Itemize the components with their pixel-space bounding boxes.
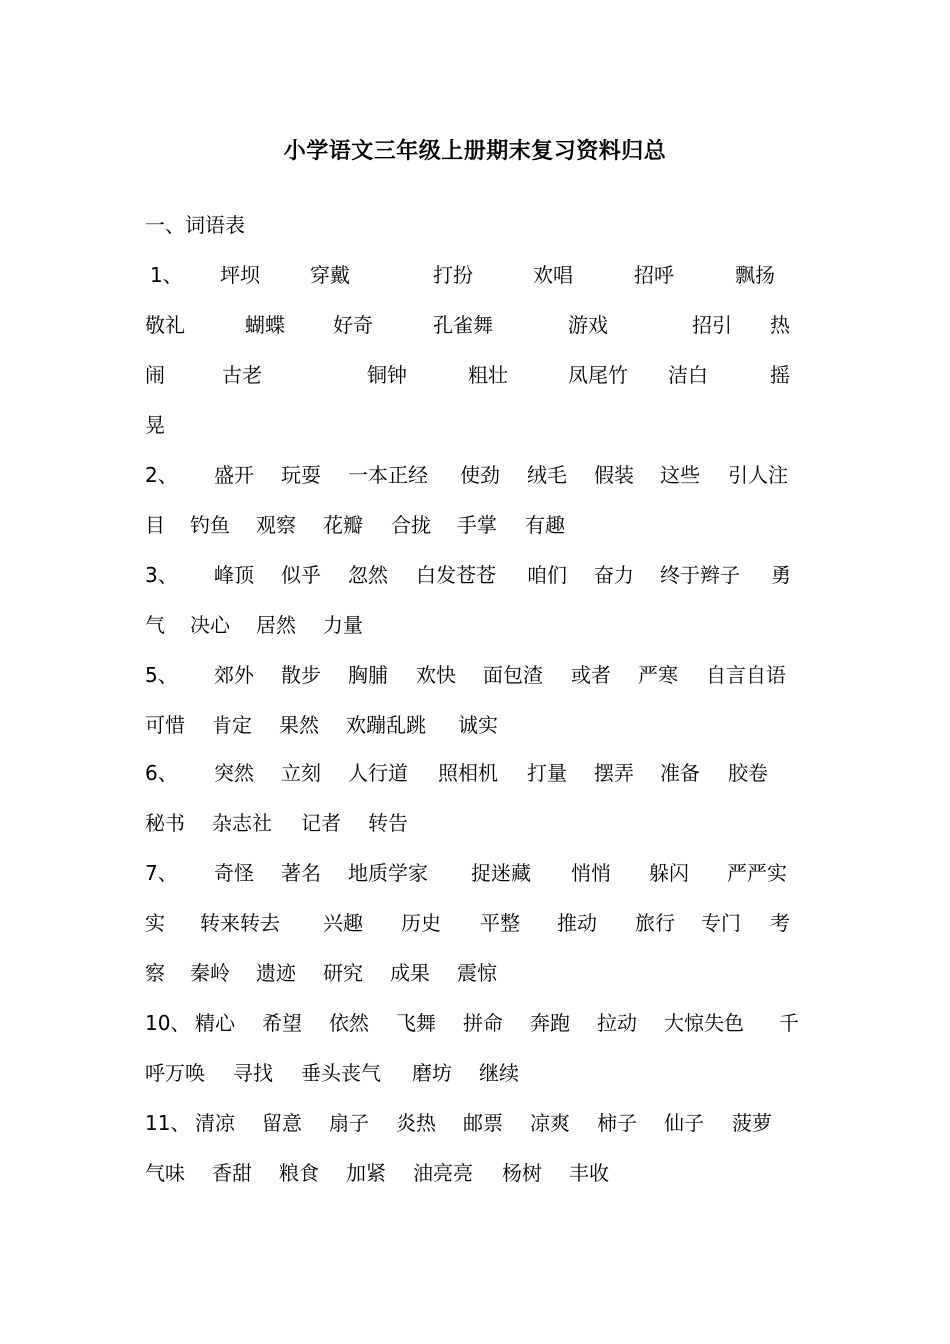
vocab-word: 千 [779, 1011, 799, 1035]
vocab-word: 留意 [262, 1111, 302, 1135]
vocab-word: 气 [145, 613, 165, 637]
vocab-word: 似乎 [281, 563, 321, 587]
vocab-word: 胸脯 [348, 663, 388, 687]
vocab-word: 旅行 [635, 911, 675, 935]
vocab-word: 果然 [279, 713, 319, 737]
vocab-word: 闹 [145, 363, 165, 387]
vocab-word: 忽然 [348, 563, 388, 587]
section-heading: 一、词语表 [145, 213, 245, 237]
vocab-line [145, 806, 805, 840]
vocab-word: 准备 [660, 761, 700, 785]
vocab-word: 实 [145, 911, 165, 935]
vocab-line [145, 508, 805, 542]
vocab-line [145, 658, 805, 692]
vocab-word: 严寒 [638, 663, 678, 687]
vocab-word: 招呼 [634, 263, 674, 287]
vocab-word: 手掌 [457, 513, 497, 537]
vocab-line [145, 1006, 805, 1040]
vocab-word: 转来转去 [200, 911, 280, 935]
lesson-number: 3、 [145, 563, 178, 587]
vocab-word: 勇 [771, 563, 791, 587]
lesson-number: 6、 [145, 761, 178, 785]
vocab-word: 香甜 [212, 1161, 252, 1185]
vocab-word: 游戏 [568, 313, 608, 337]
vocab-word: 炎热 [396, 1111, 436, 1135]
vocab-word: 呼万唤 [145, 1061, 205, 1085]
vocab-word: 使劲 [460, 463, 500, 487]
lesson-number: 2、 [145, 463, 178, 487]
vocab-word: 自言自语 [706, 663, 786, 687]
vocab-word: 穿戴 [310, 263, 350, 287]
vocab-word: 合拢 [391, 513, 431, 537]
vocab-word: 郊外 [214, 663, 254, 687]
vocab-word: 扇子 [329, 1111, 369, 1135]
vocab-word: 敬礼 [145, 313, 185, 337]
vocab-word: 好奇 [333, 313, 373, 337]
vocab-word: 震惊 [457, 961, 497, 985]
vocab-word: 晃 [145, 413, 165, 437]
vocab-line [145, 856, 805, 890]
vocab-word: 柿子 [597, 1111, 637, 1135]
vocab-word: 察 [145, 961, 165, 985]
vocab-word: 面包渣 [483, 663, 543, 687]
vocab-word: 孔雀舞 [433, 313, 493, 337]
vocab-word: 仙子 [664, 1111, 704, 1135]
vocab-word: 研究 [323, 961, 363, 985]
vocab-word: 粗壮 [468, 363, 508, 387]
vocab-word: 峰顶 [214, 563, 254, 587]
vocab-word: 散步 [281, 663, 321, 687]
vocab-word: 人行道 [348, 761, 408, 785]
vocab-line [145, 308, 805, 342]
vocab-word: 奋力 [594, 563, 634, 587]
vocab-word: 平整 [480, 911, 520, 935]
vocab-word: 成果 [390, 961, 430, 985]
vocab-word: 立刻 [281, 761, 321, 785]
vocab-word: 菠萝 [732, 1111, 772, 1135]
vocab-word: 邮票 [463, 1111, 503, 1135]
vocab-word: 打量 [527, 761, 567, 785]
vocab-word: 考 [770, 911, 790, 935]
vocab-word: 希望 [262, 1011, 302, 1035]
vocab-line [145, 956, 805, 990]
vocab-word: 玩耍 [281, 463, 321, 487]
vocab-line [145, 558, 805, 592]
vocab-word: 欢蹦乱跳 [346, 713, 426, 737]
vocab-word: 摆弄 [594, 761, 634, 785]
lesson-number: 11、 [145, 1111, 191, 1135]
vocab-word: 突然 [214, 761, 254, 785]
vocab-word: 引人注 [728, 463, 788, 487]
vocab-word: 记者 [301, 811, 341, 835]
vocab-line [145, 258, 805, 292]
vocab-word: 秦岭 [190, 961, 230, 985]
vocab-line [145, 358, 805, 392]
vocab-word: 精心 [195, 1011, 235, 1035]
vocab-line [145, 1056, 805, 1090]
vocab-word: 力量 [323, 613, 363, 637]
vocab-line [145, 408, 805, 442]
vocab-word: 打扮 [433, 263, 473, 287]
vocab-line [145, 458, 805, 492]
vocab-word: 奔跑 [530, 1011, 570, 1035]
vocab-word: 凤尾竹 [568, 363, 628, 387]
vocab-line [145, 1106, 805, 1140]
vocab-line [145, 756, 805, 790]
vocab-word: 拉动 [597, 1011, 637, 1035]
vocab-word: 诚实 [458, 713, 498, 737]
vocab-word: 杨树 [502, 1161, 542, 1185]
vocab-word: 粮食 [279, 1161, 319, 1185]
vocab-word: 或者 [571, 663, 611, 687]
vocab-word: 专门 [701, 911, 741, 935]
vocab-word: 地质学家 [348, 861, 428, 885]
vocab-word: 白发苍苍 [416, 563, 496, 587]
vocab-word: 招引 [692, 313, 732, 337]
vocab-word: 居然 [256, 613, 296, 637]
lesson-number: 7、 [145, 861, 178, 885]
vocab-word: 观察 [256, 513, 296, 537]
vocab-line [145, 708, 805, 742]
vocab-word: 假装 [594, 463, 634, 487]
vocab-word: 洁白 [668, 363, 708, 387]
lesson-number: 1、 [150, 263, 183, 287]
vocab-word: 推动 [557, 911, 597, 935]
vocab-line [145, 906, 805, 940]
vocab-word: 欢唱 [533, 263, 573, 287]
vocab-word: 飞舞 [396, 1011, 436, 1035]
vocab-line [145, 1156, 805, 1190]
vocab-word: 悄悄 [571, 861, 611, 885]
vocab-word: 捉迷藏 [471, 861, 531, 885]
lesson-number: 5、 [145, 663, 178, 687]
vocab-word: 盛开 [214, 463, 254, 487]
vocab-word: 绒毛 [527, 463, 567, 487]
vocab-word: 有趣 [525, 513, 565, 537]
vocab-word: 飘扬 [735, 263, 775, 287]
document-title: 小学语文三年级上册期末复习资料归总 [283, 139, 667, 164]
vocab-word: 寻找 [233, 1061, 273, 1085]
vocab-word: 铜钟 [367, 363, 407, 387]
vocab-word: 一本正经 [348, 463, 428, 487]
vocab-word: 决心 [190, 613, 230, 637]
vocab-word: 花瓣 [323, 513, 363, 537]
vocab-word: 终于辫子 [660, 563, 740, 587]
vocab-word: 躲闪 [649, 861, 689, 885]
vocab-word: 磨坊 [412, 1061, 452, 1085]
vocab-word: 著名 [281, 861, 321, 885]
vocab-word: 兴趣 [323, 911, 363, 935]
vocab-word: 垂头丧气 [301, 1061, 381, 1085]
vocab-word: 古老 [222, 363, 262, 387]
vocab-word: 咱们 [527, 563, 567, 587]
vocab-word: 凉爽 [530, 1111, 570, 1135]
vocab-word: 蝴蝶 [245, 313, 285, 337]
vocab-word: 拼命 [463, 1011, 503, 1035]
vocab-word: 历史 [401, 911, 441, 935]
vocab-word: 照相机 [438, 761, 498, 785]
vocab-word: 遗迹 [256, 961, 296, 985]
vocab-line [145, 608, 805, 642]
vocab-word: 热 [770, 313, 790, 337]
vocab-word: 这些 [660, 463, 700, 487]
vocab-word: 奇怪 [214, 861, 254, 885]
lesson-number: 10、 [145, 1011, 191, 1035]
vocab-word: 清凉 [195, 1111, 235, 1135]
vocab-word: 杂志社 [212, 811, 272, 835]
vocab-word: 加紧 [346, 1161, 386, 1185]
vocab-word: 摇 [770, 363, 790, 387]
vocab-word: 欢快 [416, 663, 456, 687]
vocab-word: 秘书 [145, 811, 185, 835]
vocab-word: 继续 [479, 1061, 519, 1085]
vocab-word: 肯定 [212, 713, 252, 737]
vocab-word: 目 [145, 513, 165, 537]
vocab-word: 转告 [368, 811, 408, 835]
vocab-word: 丰收 [569, 1161, 609, 1185]
vocab-word: 胶卷 [728, 761, 768, 785]
vocab-word: 大惊失色 [664, 1011, 744, 1035]
vocab-word: 依然 [329, 1011, 369, 1035]
vocab-word: 坪坝 [220, 263, 260, 287]
vocab-word: 油亮亮 [413, 1161, 473, 1185]
vocab-word: 严严实 [727, 861, 787, 885]
vocab-word: 可惜 [145, 713, 185, 737]
vocab-word: 气味 [145, 1161, 185, 1185]
vocab-word: 钓鱼 [190, 513, 230, 537]
